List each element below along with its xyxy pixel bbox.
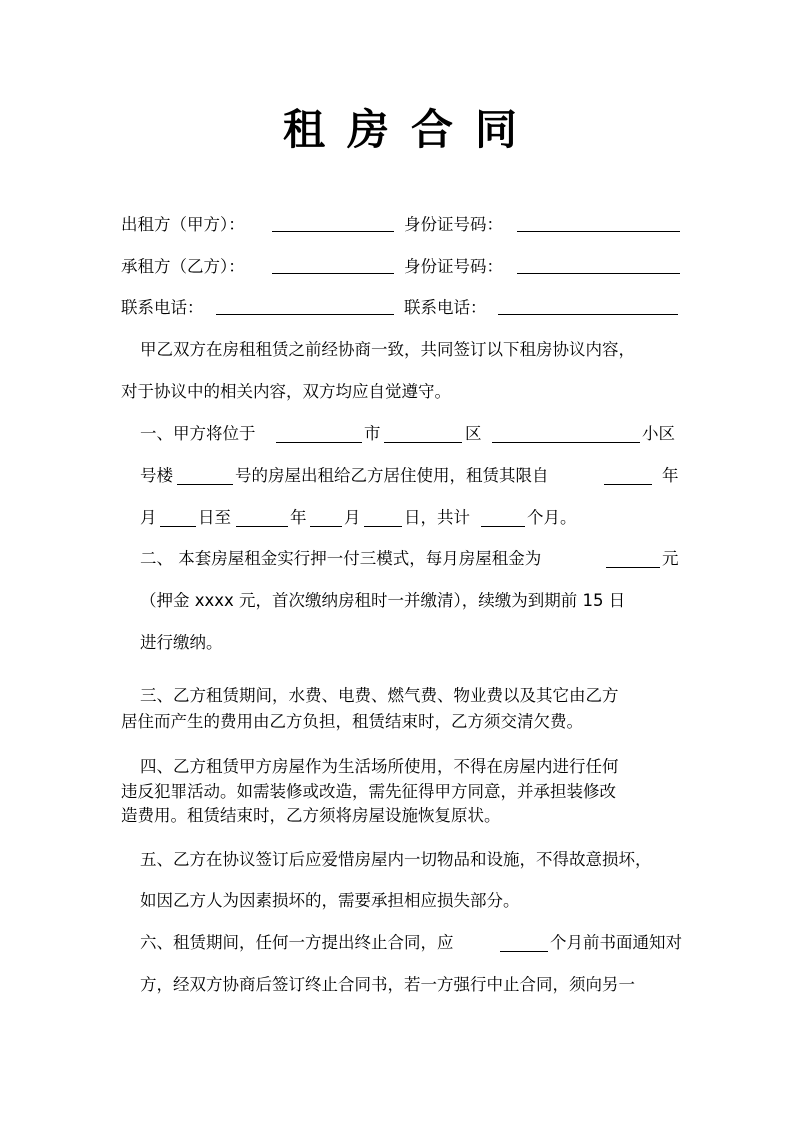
clause1-text-l: 日，共计 — [404, 508, 470, 527]
clause1-text-c: 区 — [465, 424, 482, 443]
clause1-text-a: 一、甲方将位于 — [140, 424, 256, 443]
clause1-text-e: 号楼 — [140, 466, 173, 485]
clause1-text-d: 小区 — [642, 424, 675, 443]
clause3-line-1: 三、乙方租赁期间，水费、电费、燃气费、物业费以及其它由乙方 — [140, 686, 619, 705]
community-blank — [492, 442, 640, 443]
start-year-blank — [604, 484, 652, 485]
lessee-id-blank — [517, 273, 680, 274]
lessee-phone-label: 联系电话： — [404, 298, 487, 317]
intro-line-1: 甲乙双方在房租租赁之前经协商一致，共同签订以下租房协议内容， — [140, 340, 635, 359]
clause1-text-m: 个月。 — [527, 508, 577, 527]
clause5-line-2: 如因乙方人为因素损坏的，需要承担相应损失部分。 — [140, 891, 520, 910]
clause2-line-2: （押金 xxxx 元，首次缴纳房租时一并缴清），续缴为到期前 15 日 — [140, 591, 626, 610]
lessee-name-blank — [272, 273, 394, 274]
clause4-line-2: 违反犯罪活动。如需装修或改造，需先征得甲方同意，并承担装修改 — [121, 782, 616, 801]
lessor-name-blank — [272, 231, 394, 232]
clause1-text-f: 号的房屋出租给乙方居住使用，租赁其限自 — [235, 466, 549, 485]
clause1-text-b: 市 — [364, 424, 381, 443]
end-year-blank — [236, 526, 288, 527]
clause1-text-g: 年 — [662, 466, 679, 485]
clause1-text-k: 月 — [344, 508, 361, 527]
clause6-text-a: 六、租赁期间，任何一方提出终止合同，应 — [140, 933, 454, 952]
clause6-line-2: 方，经双方协商后签订终止合同书，若一方强行中止合同，须向另一 — [140, 975, 635, 994]
clause2-text-b: 元 — [662, 549, 679, 568]
clause5-line-1: 五、乙方在协议签订后应爱惜房屋内一切物品和设施，不得故意损坏， — [140, 850, 652, 869]
start-month-blank — [160, 526, 196, 527]
building-blank — [177, 484, 233, 485]
lessee-label: 承租方（乙方）： — [121, 257, 245, 276]
clause3-line-2: 居住而产生的费用由乙方负担，租赁结束时，乙方须交清欠费。 — [121, 712, 583, 731]
clause1-text-h: 月 — [140, 508, 157, 527]
lessor-id-label: 身份证号码： — [404, 215, 503, 234]
lessee-id-label: 身份证号码： — [404, 257, 503, 276]
notice-months-blank — [500, 951, 548, 952]
end-day-blank — [364, 526, 402, 527]
clause4-line-1: 四、乙方租赁甲方房屋作为生活场所使用，不得在房屋内进行任何 — [140, 757, 619, 776]
clause6-text-b: 个月前书面通知对 — [550, 933, 682, 952]
page-title: 租房合同 — [282, 105, 539, 154]
lessee-phone-blank — [498, 314, 678, 315]
clause2-text-a: 二、 本套房屋租金实行押一付三模式，每月房屋租金为 — [140, 549, 542, 568]
district-blank — [384, 442, 462, 443]
clause2-line-3: 进行缴纳。 — [140, 633, 223, 652]
lessor-label: 出租方（甲方）： — [121, 215, 245, 234]
city-blank — [276, 442, 362, 443]
clause1-text-i: 日至 — [198, 508, 231, 527]
clause1-text-j: 年 — [290, 508, 307, 527]
intro-line-2: 对于协议中的相关内容，双方均应自觉遵守。 — [121, 382, 451, 401]
total-months-blank — [481, 526, 525, 527]
clause4-line-3: 造费用。租赁结束时，乙方须将房屋设施恢复原状。 — [121, 806, 501, 825]
monthly-rent-blank — [606, 567, 660, 568]
lessor-phone-blank — [216, 314, 394, 315]
lessor-phone-label: 联系电话： — [121, 298, 204, 317]
lessor-id-blank — [517, 231, 680, 232]
end-month-blank — [310, 526, 342, 527]
